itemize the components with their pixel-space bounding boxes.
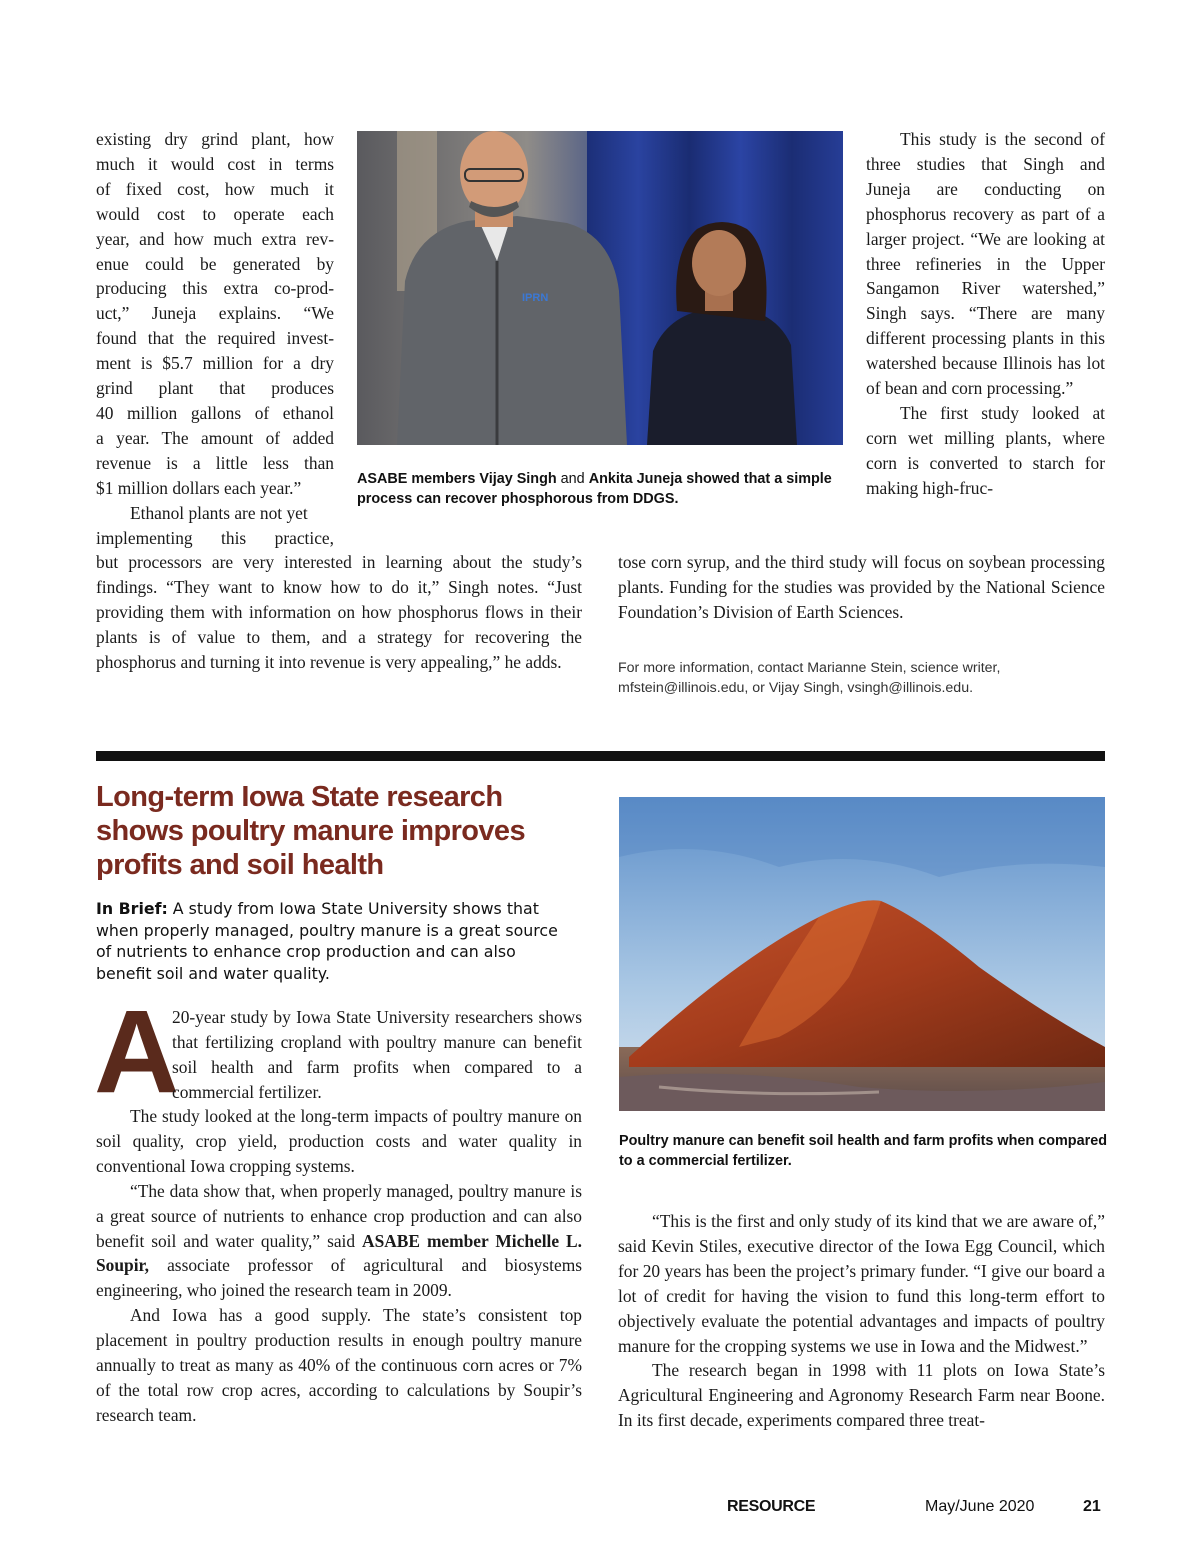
researchers-photo-caption [357,469,847,509]
text-line: uct,” Juneja explains. “We [96,303,334,324]
footer-magazine-name: RESOURCE [727,1498,816,1515]
section-divider [96,751,1105,761]
text-line: Ethanol plants are not yet [130,502,308,523]
paragraph-text: associate professor of agricultural and biosystems engineering, who joined the research team in 2009. [96,1255,582,1301]
caption-name: Ankita Juneja [588,471,683,487]
manure-photo-caption: Poultry manure can benefit soil health and farm profits when compared to a commercial fertilizer. [619,1133,1107,1169]
caption-name: ASABE members Vijay Singh [357,471,557,487]
paragraph: The research began in 1998 with 11 plots on Iowa State’s Agricultural Engineering and Agronomy Research Farm near Boone. In its first decade, experiments compared three treat- [618,1360,1105,1431]
text-line: grind plant that produces [96,378,334,399]
caption-text: showed that a simple process can recover phosphorous from DDGS. [357,471,832,507]
paragraph: but processors are very interested in learning about the study’s findings. “They want to know how to do it,” Singh notes. “Just providing them with information on how phosphorus flows in their plants is of value to them, and a strategy for recovering the phosphorus and turning it into revenue is very appealing,” he adds. [96,552,582,672]
contact-line: For more information, contact Marianne Stein, science writer, [618,660,1001,676]
jacket-logo-text: IPRN [522,292,549,304]
top-column-1 [96,127,334,550]
text-line: year, and how much extra rev- [96,228,334,249]
top-column-3 [866,127,1105,501]
footer-page-number: 21 [1083,1498,1101,1515]
text-line: ment is $5.7 million for a dry [96,353,334,374]
researchers-photo [357,131,843,445]
text-line: $1 million dollars each year.” [96,477,302,498]
text-line: much it would cost in terms [96,153,334,174]
text-line: 40 million gallons of ethanol [96,402,334,423]
text-line: would cost to operate each [96,203,334,224]
paragraph: The first study looked at corn wet milling plants, where corn is converted to starch for making high-fruc- [866,402,1105,498]
caption-text: and [556,471,589,487]
top-column-3-continuation [618,550,1105,625]
text-line: of fixed cost, how much it [96,178,334,199]
paragraph-text: “The data show that, when properly managed, poultry manure is a great source of nutrients to enhance crop production and can also benefit soil and water quality,” said [96,1180,582,1251]
member-name: ASABE member Michelle L. Soupir, [96,1230,582,1276]
text-line: existing dry grind plant, how [96,129,334,149]
text-line: a year. The amount of added [96,427,334,448]
paragraph: tose corn syrup, and the third study will focus on soybean processing plants. Funding for the studies was provided by the National Science Foundation’s Division of Earth Sciences. [618,552,1105,622]
paragraph: This study is the second of three studies that Singh and Juneja are conducting on phosphorus recovery as part of a larger project. “We are looking at three refineries in the Upper Sangamon River watershed,” Singh says. “There are many different processing plants in this watershed because Illinois has lot of bean and corn processing.” [866,129,1105,399]
text-line: producing this extra co-prod- [96,278,334,299]
in-brief [96,898,576,984]
bottom-column-2 [618,1209,1105,1433]
text-line: implementing this practice, [96,527,334,548]
drop-cap: A [94,986,180,1118]
paragraph: And Iowa has a good supply. The state’s consistent top placement in poultry production results in enough poultry manure annually to treat as many as 40% of the continuous corn acres or 7% of the total row crop acres, according to calculations by Soupir’s research team. [96,1305,582,1425]
contact-info [618,658,1105,698]
in-brief-label: In Brief: [96,899,168,918]
article-headline: Long-term Iowa State research shows poultry manure improves profits and soil health [96,781,525,881]
paragraph: “This is the first and only study of its kind that we are aware of,” said Kevin Stiles, executive director of the Iowa Egg Council, which for 20 years has been the project’s primary funder. “I give our board a lot of credit for having the vision to fund this long-term effort to objectively evaluate the potential advantages and impacts of poultry manure for the cropping systems we use in Iowa and the Midwest.” [618,1211,1105,1356]
text-line: enue could be generated by [96,253,334,274]
paragraph [96,1179,582,1304]
text-line: found that the required invest- [96,328,334,349]
bottom-column-1-intro [172,1005,582,1105]
contact-line: mfstein@illinois.edu, or Vijay Singh, vsingh@illinois.edu. [618,680,974,696]
paragraph: 20-year study by Iowa State University researchers shows that fertilizing cropland with poultry manure can benefit soil health and farm profits when compared to a commercial fertilizer. [172,1007,582,1102]
footer-issue-date: May/June 2020 [925,1498,1035,1515]
paragraph: The study looked at the long-term impacts of poultry manure on soil quality, crop yield, production costs and water quality in conventional Iowa cropping systems. [96,1106,582,1176]
in-brief-text: A study from Iowa State University shows that when properly managed, poultry manure is a great source of nutrients to enhance crop production and can also benefit soil and water quality. [96,899,558,983]
text-line: revenue is a little less than [96,452,334,473]
manure-pile-photo [619,797,1105,1111]
top-column-1-continuation [96,550,582,675]
bottom-column-1 [96,1104,582,1428]
